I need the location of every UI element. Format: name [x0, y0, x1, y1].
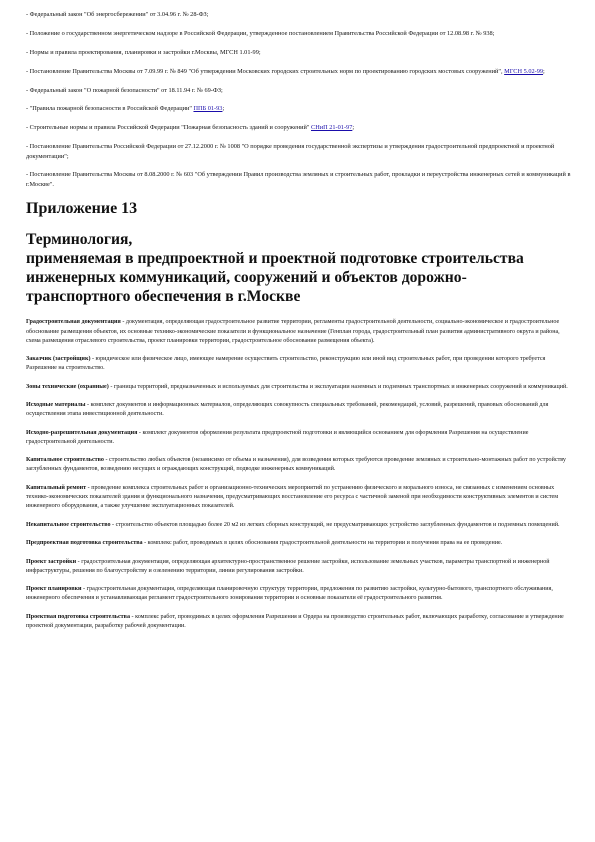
term-name: Проект планировки: [26, 586, 82, 593]
term-text: - комплект документов оформления результата предпроектной подготовки и являющийся основанием для оформления Разрешения на осуществление градостроительной деятельности.: [26, 429, 529, 445]
law-item: [26, 48, 571, 57]
term-name: Заказчик (застройщик): [26, 356, 91, 363]
law-item: [26, 104, 571, 113]
law-text: - Положение о государственном энергетическом надзоре в Российской Федерации, утвержденное постановлением Правительства Российской Федерации от 12.08.98 г. № 938;: [26, 29, 495, 37]
law-text: - Строительные нормы и правила Российской Федерации "Пожарная безопасность зданий и сооружений": [26, 124, 310, 132]
law-text: - Постановление Правительства Москвы от 7.09.99 г. № 849 "Об утверждении Московских городских строительных норм по проектированию городских мостовых сооружений",: [26, 67, 503, 75]
law-item: [26, 86, 571, 95]
term-definition: [26, 318, 571, 345]
law-item: [26, 123, 571, 132]
terms-title-line-2: применяемая в предпроектной и проектной подготовке строительства инженерных коммуникаций, сооружений и объектов дорожно-транспортного обеспечения в г.Москве: [26, 249, 524, 306]
term-text: - юридическое или физическое лицо, имеющее намерение осуществить строительство, реконструкцию или иной вид строительных работ, при проведении которого требуется Разрешение на строительство.: [26, 356, 546, 372]
law-item: [26, 142, 571, 161]
terms-list: [26, 318, 571, 630]
term-name: Проектная подготовка строительства: [26, 613, 130, 620]
law-item: [26, 29, 571, 38]
term-definition: [26, 484, 571, 511]
term-name: Предпроектная подготовка строительства: [26, 540, 143, 547]
term-definition: [26, 585, 571, 603]
law-item: [26, 170, 571, 189]
law-item: [26, 67, 571, 76]
term-name: Исходно-разрешительная документация: [26, 429, 138, 436]
law-text: - Нормы и правила проектирования, планировки и застройки г.Москвы, МГСН 1.01-99;: [26, 48, 261, 56]
law-item: [26, 10, 571, 19]
law-text: - Федеральный закон "Об энергосбережении" от 3.04.96 г. № 28-ФЗ;: [26, 11, 209, 18]
law-text: - Постановление Правительства Москвы от 8.08.2000 г. № 603 "Об утверждении Правил производства земляных и строительных работ, прокладки и переустройства инженерных сетей и коммуникаций в г.Москве".: [26, 171, 571, 188]
appendix-title: Приложение 13: [26, 199, 138, 217]
law-text: - Федеральный закон "О пожарной безопасности" от 18.11.94 г. № 69-ФЗ;: [26, 86, 223, 94]
law-link-suffix: ;: [352, 124, 355, 132]
term-name: Некапитальное строительство: [26, 521, 111, 528]
law-list: [26, 10, 571, 189]
term-definition: [26, 383, 571, 392]
term-text: - градостроительная документация, определяющая планировочную структуру территории, предложения по развитию застройки, культурно-бытового, транспортного обслуживания, инженерного обеспечения и устанавливающая регламент градостроительного зонирования территории и основные показатели её градостроительного развития.: [26, 586, 553, 602]
term-text: - строительство объектов площадью более 20 м2 из легких сборных конструкций, не предусматривающих устройство заглубленных фундаментов и подземных помещений.: [110, 521, 560, 528]
term-text: - границы территорий, предназначенных и используемых для строительства и эксплуатации наземных и подземных транспортных и инженерных сооружений и коммуникаций.: [108, 383, 568, 390]
term-text: - комплекс работ, проводимых в целях оформления Разрешения и Ордера на производство строительных работ, включающих разработку, согласование и утверждение проектной документации, разработку рабочей документации.: [26, 613, 564, 629]
term-definition: [26, 539, 571, 548]
term-text: - комплект документов и информационных материалов, определяющих совокупность специальных требований, рекомендаций, условий, разрешений, правовых обоснований для осуществления этапа инвестиционной деятельности.: [26, 402, 549, 418]
term-name: Исходные материалы: [26, 402, 86, 409]
term-text: - строительство любых объектов (независимо от объема и назначения), для возведения которых требуются проведение земляных и строительно-монтажных работ по устройству заглубленных фундаментов, возведению несущих и ограждающих конструкций, подводке инженерных коммуникаций.: [26, 457, 566, 473]
term-name: Капитальный ремонт: [26, 484, 87, 491]
terms-title: [26, 230, 571, 307]
law-text: - "Правила пожарной безопасности в Российской Федерации": [26, 105, 192, 113]
term-name: Капитальное строительство: [26, 457, 104, 464]
law-text: - Постановление Правительства Российской Федерации от 27.12.2000 г. № 1008 "О порядке проведения государственной экспертизы и утверждения градостроительной предпроектной и проектной документации";: [26, 143, 555, 160]
term-name: Зоны технические (охранные): [26, 383, 109, 390]
term-definition: [26, 613, 571, 631]
law-link[interactable]: ППБ 01-93: [193, 105, 223, 113]
law-link-suffix: ;: [543, 67, 545, 75]
term-definition: [26, 401, 571, 419]
term-definition: [26, 456, 571, 474]
term-text: - градостроительная документация, определяющая архитектурно-пространственное решение застройки, использование земельных участков, параметры транспортной и инженерной инфраструктуры, решения по благоустройству и озеленению территории, линии регулирования застройки.: [26, 558, 550, 574]
term-text: - проведение комплекса строительных работ и организационно-технических мероприятий по устранению физического и морального износа, не связанных с изменением основных технико-экономических показателей здания и функционального назначения, предусматривающих восстановление его ресурса с частичной заменой при необходимости конструктивных элементов и систем инженерного оборудования, а также улучшение эксплуатационных показателей.: [26, 484, 559, 510]
law-link[interactable]: МГСН 5.02-99: [504, 67, 544, 75]
term-text: - комплекс работ, проводимых в целях обоснования градостроительной деятельности на территории и получения права на ее проведение.: [142, 540, 503, 547]
term-definition: [26, 355, 571, 373]
term-definition: [26, 521, 571, 530]
term-name: Градостроительная документация: [26, 319, 121, 326]
term-definition: [26, 429, 571, 447]
law-link[interactable]: СНиП 21-01-97: [311, 124, 353, 132]
term-text: - документация, определяющая градостроительное развитие территории, регламенты градостроительной деятельности, социально-экономическое и градостроительное обоснование размещения объектов, их основные технико-экономические показатели и функциональное назначение (Генплан города, градостроительный план развития административного округа и района, схема размещения отраслевого строительства, проект планировки территории, градостроительное обоснование размещения объекта).: [26, 319, 560, 344]
term-definition: [26, 558, 571, 576]
term-name: Проект застройки: [26, 558, 77, 565]
law-link-suffix: ;: [222, 105, 225, 113]
terms-title-line-1: Терминология,: [26, 230, 133, 248]
